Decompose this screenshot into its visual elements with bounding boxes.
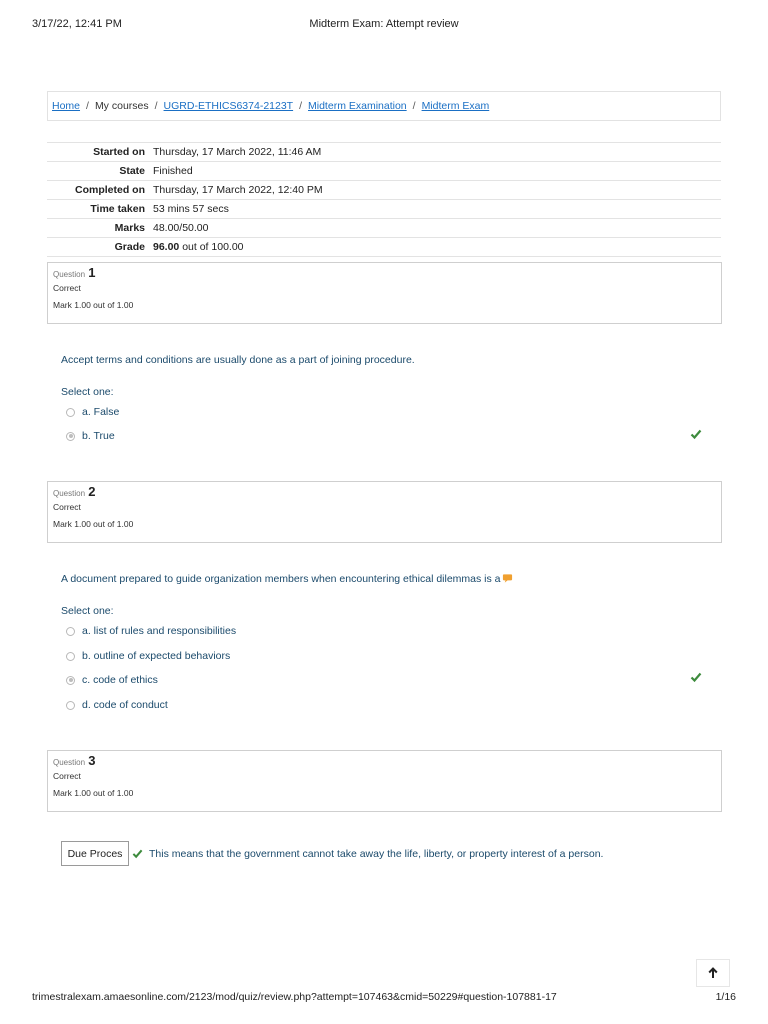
summary-value: Thursday, 17 March 2022, 11:46 AM (153, 143, 721, 162)
summary-label: Completed on (47, 181, 153, 200)
grade-out-of: out of 100.00 (182, 241, 244, 253)
breadcrumb-separator: / (86, 100, 89, 112)
breadcrumb-quiz-link[interactable]: Midterm Exam (421, 100, 490, 112)
summary-row-started-on (47, 143, 721, 162)
summary-row-state (47, 162, 721, 181)
breadcrumb-separator: / (299, 100, 303, 112)
question-number (53, 754, 716, 770)
drop-answer-box[interactable]: Due Proces (61, 841, 129, 866)
question-grade: Mark 1.00 out of 1.00 (53, 519, 134, 529)
answer-option-selected[interactable] (66, 673, 158, 687)
breadcrumb-section-link[interactable]: Midterm Examination (308, 100, 407, 112)
answer-label: b. outline of expected behaviors (82, 650, 231, 662)
question-text-1: Accept terms and conditions are usually done as a part of joining procedure. (61, 354, 415, 366)
answer-label: b. True (82, 430, 115, 442)
breadcrumb (47, 91, 721, 121)
summary-value: 53 mins 57 secs (153, 200, 721, 219)
answer-option-selected[interactable] (66, 429, 115, 443)
question-info-1 (47, 262, 722, 324)
question-text-2 (61, 573, 513, 585)
question-text-3: This means that the government cannot take away the life, liberty, or property interest of a person. (149, 848, 604, 860)
speech-bubble-icon (502, 573, 513, 584)
check-icon (690, 428, 702, 440)
breadcrumb-separator: / (154, 100, 158, 112)
check-icon (690, 671, 702, 683)
back-to-top-button[interactable] (696, 959, 730, 987)
question-info-3 (47, 750, 722, 812)
print-date: 3/17/22, 12:41 PM (32, 18, 122, 30)
summary-row-grade (47, 238, 721, 257)
arrow-up-icon (707, 967, 719, 979)
answer-label: d. code of conduct (82, 699, 168, 711)
answer-option[interactable] (66, 649, 230, 663)
print-footer (32, 991, 736, 1007)
summary-label: State (47, 162, 153, 181)
summary-row-time-taken (47, 200, 721, 219)
answer-label: a. False (82, 406, 120, 418)
radio-button[interactable] (66, 701, 75, 710)
summary-row-completed-on (47, 181, 721, 200)
answer-label: c. code of ethics (82, 674, 158, 686)
breadcrumb-my-courses: My courses (94, 100, 149, 112)
select-one-label: Select one: (61, 386, 114, 398)
summary-label: Started on (47, 143, 153, 162)
check-icon (132, 848, 143, 859)
question-number-value: 2 (88, 484, 96, 499)
radio-button[interactable] (66, 652, 75, 661)
answer-option[interactable] (66, 624, 236, 638)
answer-label: a. list of rules and responsibilities (82, 625, 237, 637)
select-one-label: Select one: (61, 605, 114, 617)
summary-value (153, 238, 721, 257)
summary-label: Marks (47, 219, 153, 238)
question-grade: Mark 1.00 out of 1.00 (53, 788, 134, 798)
question-label: Question (53, 758, 86, 767)
print-header (32, 18, 736, 34)
question-info-2 (47, 481, 722, 543)
radio-button-checked[interactable] (66, 432, 75, 441)
summary-value: Finished (153, 162, 721, 181)
radio-button[interactable] (66, 627, 75, 636)
radio-button-checked[interactable] (66, 676, 75, 685)
question-number-value: 1 (88, 265, 96, 280)
breadcrumb-course-link[interactable]: UGRD-ETHICS6374-2123T (163, 100, 294, 112)
summary-label: Time taken (47, 200, 153, 219)
question-number-value: 3 (88, 753, 96, 768)
question-state: Correct (53, 283, 81, 293)
question-grade: Mark 1.00 out of 1.00 (53, 300, 134, 310)
grade-score: 96.00 (153, 241, 180, 253)
summary-label: Grade (47, 238, 153, 257)
question-text: A document prepared to guide organization members when encountering ethical dilemmas is a (61, 573, 501, 585)
answer-option[interactable] (66, 698, 168, 712)
summary-row-marks (47, 219, 721, 238)
print-title: Midterm Exam: Attempt review (309, 18, 459, 30)
radio-button[interactable] (66, 408, 75, 417)
question-number (53, 485, 716, 501)
attempt-summary-table (47, 142, 721, 257)
summary-value: Thursday, 17 March 2022, 12:40 PM (153, 181, 721, 200)
page-url: trimestralexam.amaesonline.com/2123/mod/quiz/review.php?attempt=107463&cmid=50229#question-107881-17 (32, 991, 557, 1003)
page-number: 1/16 (715, 991, 736, 1003)
question-label: Question (53, 489, 86, 498)
answer-option[interactable] (66, 405, 119, 419)
question-label: Question (53, 270, 86, 279)
question-number (53, 266, 716, 282)
question-state: Correct (53, 502, 81, 512)
breadcrumb-separator: / (412, 100, 416, 112)
breadcrumb-home-link[interactable]: Home (52, 100, 81, 112)
question-state: Correct (53, 771, 81, 781)
summary-value: 48.00/50.00 (153, 219, 721, 238)
